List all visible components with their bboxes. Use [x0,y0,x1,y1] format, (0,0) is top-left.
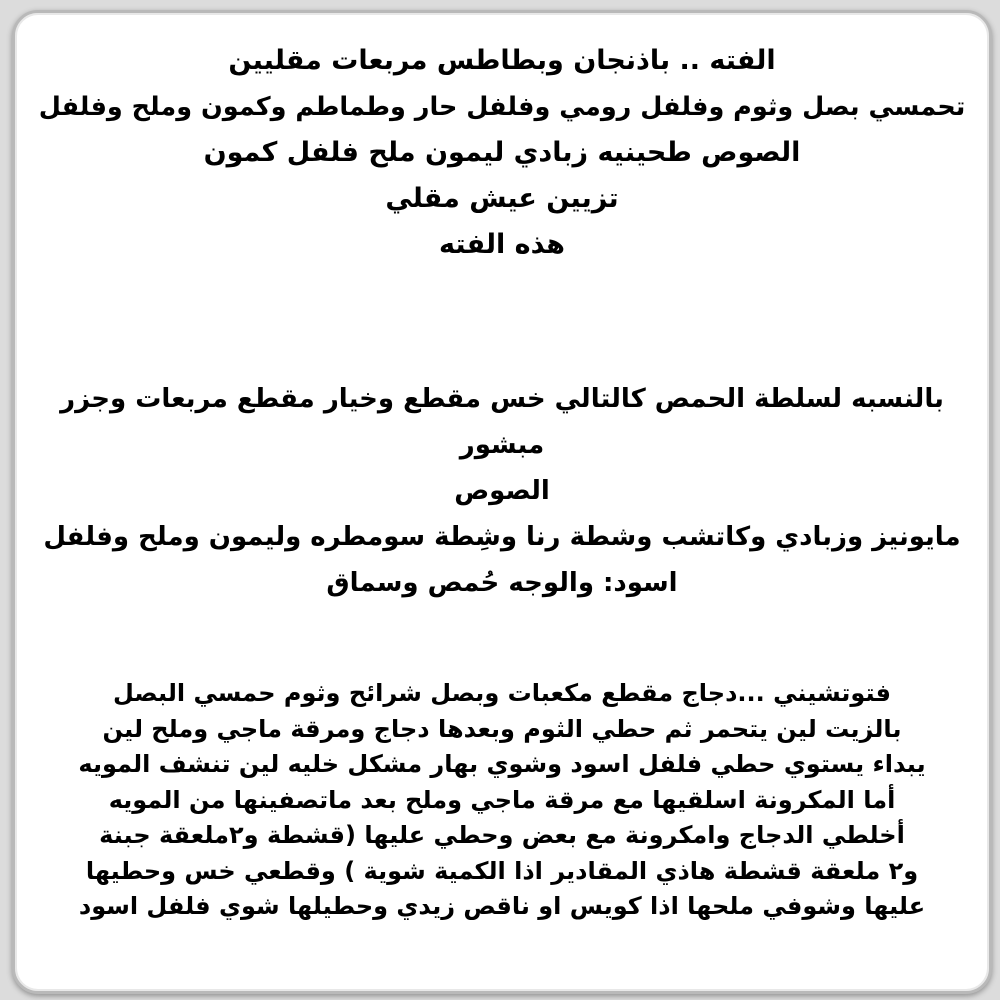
text-line: عليها وشوفي ملحها اذا كويس او ناقص زيدي وحطيلها شوي فلفل اسود [78,892,926,920]
text-line: بالنسبه لسلطة الحمص كالتالي خس مقطع وخيار مقطع مربعات وجزر [60,384,944,414]
text-line: الصوص [454,476,550,506]
text-line: الفته .. باذنجان وبطاطس مربعات مقليين [228,45,776,76]
text-line: تحمسي بصل وثوم وفلفل رومي وفلفل حار وطماطم وكمون وملح وفلفل [38,92,966,122]
text-line: الصوص طحينيه زبادي ليمون ملح فلفل كمون [203,137,801,168]
fatteh-recipe [33,38,971,268]
text-line: هذه الفته [439,229,565,260]
recipe-card [12,10,992,994]
hummus-salad-recipe [33,376,971,606]
text-line: أما المكرونة اسلقيها مع مرقة ماجي وملح بعد ماتصفينها من المويه [108,785,896,814]
text-line: مايونيز وزبادي وكاتشب وشطة رنا وشِطة سومطره وليمون وملح وفلفل [43,522,961,552]
text-line: مبشور [459,430,545,460]
text-line: تزيين عيش مقلي [385,183,619,214]
text-line: أخلطي الدجاج وامكرونة مع بعض وحطي عليها (قشطة و٢ملعقة جبنة [99,821,905,849]
fettuccine-recipe [33,676,971,925]
text-line: و٢ ملعقة قشطة هاذي المقادير اذا الكمية شوية ) وقطعي خس وحطيها [85,856,919,885]
text-line: يبداء يستوي حطي فلفل اسود وشوي بهار مشكل خليه لين تنشف المويه [78,750,926,778]
text-line: اسود: والوجه حُمص وسماق [326,568,678,598]
text-line: فتوتشيني ...دجاج مقطع مكعبات وبصل شرائح وثوم حمسي البصل [112,679,891,707]
text-line: بالزيت لين يتحمر ثم حطي الثوم وبعدها دجاج ومرقة ماجي وملح لين [102,714,902,743]
